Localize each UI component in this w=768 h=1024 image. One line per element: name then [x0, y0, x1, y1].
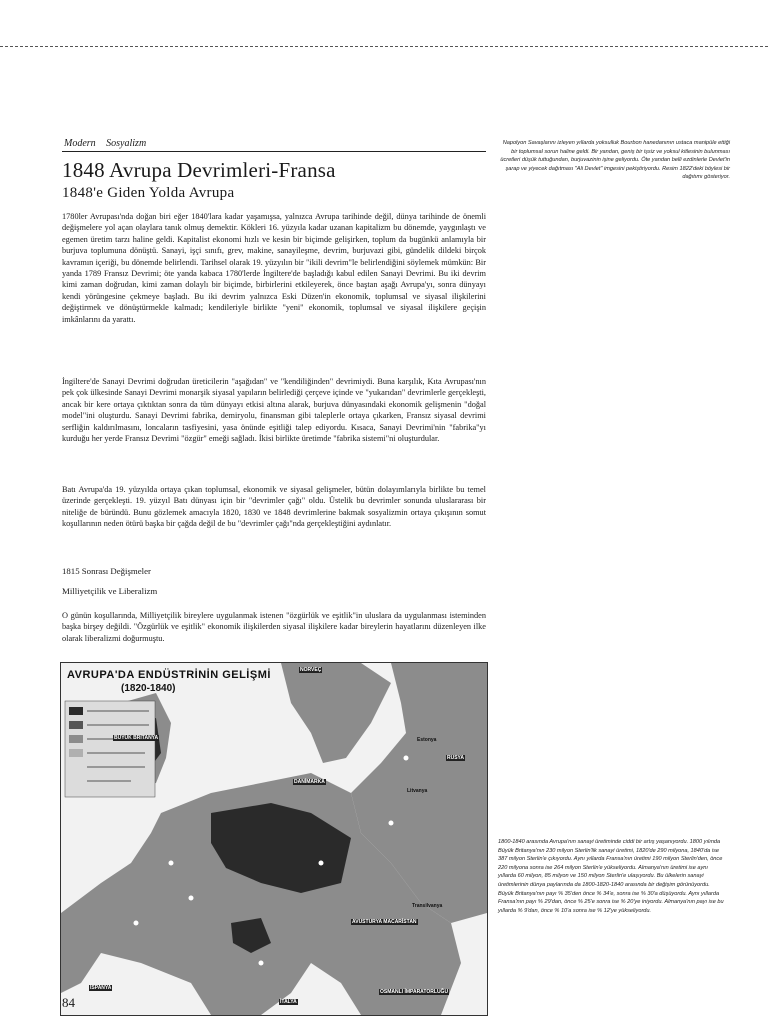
industry-symbol: [259, 961, 264, 966]
industry-symbol: [169, 861, 174, 866]
side-note-top: Napolyon Savaşlarını izleyen yıllarda yoksulluk Bourbon hanedanının ustaca manipüle ettiği bir toplumsal sorun haline geldi. Bir yandan, geniş bir işsiz ve yoksul kitlesinin bulunması ücretleri düşük tuttuğundan, burjuvazinin işine geliyordu. Öte yandan belli ezdinlerle Devlet'in şarap ve yiyecek dağıtması "Ali Devlet" imgesini pekiştiriyordu. Resim 1822'deki böylesi bir dağıtımı gösteriyor.: [500, 140, 730, 181]
map-years: (1820-1840): [121, 683, 176, 694]
map-label-russia: RUSYA: [447, 755, 465, 761]
map-label-ottoman: OSMANLI İMPARATORLUĞU: [380, 989, 449, 995]
industry-symbol: [189, 896, 194, 901]
sub-heading: Milliyetçilik ve Liberalizm: [62, 586, 158, 596]
legend-swatch-3: [69, 735, 83, 743]
section-heading: 1815 Sonrası Değişmeler: [62, 566, 151, 576]
legend-swatch-2: [69, 721, 83, 729]
page-title: 1848 Avrupa Devrimleri-Fransa: [62, 158, 336, 182]
legend-swatch-4: [69, 749, 83, 757]
paragraph-1: 1780ler Avrupası'nda doğan biri eğer 1840'lara kadar yaşamışsa, yalnızca Avrupa tarihinde değil, dünya tarihinde de önemli değişmelere yol açan olaylara tanık olmuş demektir. Kökleri 16. yüzyıla kadar uzanan kapitalizm bu dönemde, yaygınlaştı ve egemen üretim tarzı haline geldi. Kapitalist ekonomi hızlı ve kesin bir biçimde gelişirken, toplum da bugünkü anlamıyla bir burjuva toplumuna dönüştü. Sanayi, işçi sınıfı, grev, makine, sanayileşme, devrim, burjuvazi gibi, gündelik dildeki birçok kavramın içeriği, bu dönemde belirlendi. Tarihsel olarak 19. yüzyılın bir "ikili devrim"le belirlendiğini söylemek mümkün: Bir yanda 1789 Fransız Devrimi; öte yanda kabaca 1780'lerde İngiltere'de başladığı kabul edilen Sanayi Devrimi. Bu iki devrim kimi zaman doğrudan, kimi zaman dolaylı bir biçimde, birbirlerini etkileyerek, önce baştan aşağı Avrupa'yı, sonra dünyayı kendi yörüngesine çekmeye başladı. Bu iki devrim yalnızca Eski Düzen'in ekonomik, toplumsal ve siyasal ilişkilerini değiştirmek ve dönüştürmekle kalmadı; kendileriyle birlikte "yeni" ekonomik, toplumsal ve siyasal ilişkilere geçişin imkânlarını da yarattı.: [62, 212, 486, 324]
map-label-spain: İSPANYA: [90, 985, 112, 991]
side-note-bottom: 1800-1840 arasında Avrupa'nın sanayi üretiminde ciddi bir artış yaşanıyordu. 1800 yılında Büyük Britanya'nın 230 milyon Sterlin'lik sanayi üretimi, 1820'de 290 milyona, 1840'da ise 387 milyon Sterlin'e çıkıyordu. Aynı yıllarda Fransa'nın üretimi 190 milyon Sterlin'den, önce 220 milyona sonra ise 264 milyon Sterlin'e yükseliyordu. Almanya'nın üretimi ise aynı yıllarda 60 milyon, 85 milyon ve 150 milyon Sterlin'e ulaşıyordu. Bu ülkelerin sanayi üretimlerinin dünya paylarında da 1800-1820-1840 arasında bir değişim görünüyordu. Büyük Britanya'nın payı % 35'den önce % 34'e, sonra ise % 30'a düşüyordu. Aynı yıllarda Fransa'nın payı % 29'dan, önce % 25'e sonra ise % 20'ye iniyordu. Almanya'nın payı ise bu yıllarda % 9'dan, önce % 10'a sonra ise % 12'ye yükseliyordu.: [498, 839, 724, 914]
map-label-estonia: Estonya: [417, 737, 437, 743]
paragraph-4: O günün koşullarında, Milliyetçilik bireylere uygulanmak istenen "özgürlük ve eşitlik"in uluslara da uygulanması isteminden başka birşey değildi. "Özgürlük ve eşitlik" ekonomik ilişkilerden siyasal ilişkilere kadar bireylerin hayatlarını düzenleyen ilke olarak liberalizmi doğurmuştu.: [62, 611, 486, 643]
map-label-denmark: DANİMARKA: [294, 779, 325, 785]
page-number: 84: [62, 995, 75, 1010]
industry-symbol: [389, 821, 394, 826]
map-label-britain: BÜYÜK BRİTANYA: [114, 735, 159, 741]
map-label-transylvania: Transilvanya: [412, 903, 443, 909]
page-subtitle: 1848'e Giden Yolda Avrupa: [62, 185, 235, 201]
map-title: AVRUPA'DA ENDÜSTRİNİN GELİŞMİ: [67, 669, 271, 681]
map-label-italy: İTALYA: [280, 999, 297, 1005]
running-head: Modern Sosyalizm: [64, 138, 147, 149]
industry-symbol: [404, 756, 409, 761]
map-label-austria: AVUSTURYA MACARİSTAN: [352, 919, 417, 925]
top-dashed-rule: [0, 46, 768, 47]
map-drawing: [61, 663, 487, 1015]
industry-map: [60, 662, 488, 1016]
header-rule: [62, 151, 486, 152]
industry-symbol: [319, 861, 324, 866]
paragraph-2: İngiltere'de Sanayi Devrimi doğrudan üreticilerin "aşağıdan" ve "kendiliğinden" devrimiydi. Buna karşılık, Kıta Avrupası'nın pek çok ülkesinde Sanayi Devrimi monarşik siyasal yapıların belirlediği çerçeve içinde ve "yukarıdan" devrimlerle gerçekleşti, ancak bir kere ortaya çıktıktan sonra da tüm dünyayı etkisi altına alarak, burjuva dünyasındaki ekonomik gelişmenin "doğal model"ini oluşturdu. Sanayi Devrimi fabrika, demiryolu, finansman gibi taleplerle ortaya çıkarken, Fransız siyasal devrimi serfliğin kaldırılmasını, loncaların tasfiyesini, yasa önünde eşitliği talep ediyordu. Kısaca, Sanayi Devrimi'nin "fabrika"yı kurduğu her yerde Fransız Devrimi "özgür" emeği sağladı. İkisi birlikte üretimde "fabrika sistemi"ni oluşturdular.: [62, 377, 486, 444]
industry-symbol: [134, 921, 139, 926]
map-label-norway: NORVEÇ: [300, 667, 322, 673]
paragraph-3: Batı Avrupa'da 19. yüzyılda ortaya çıkan toplumsal, ekonomik ve siyasal gelişmeler, bütün dolayımlarıyla birlikte bu temel üzerinde gerçekleşti. 19. yüzyıl Batı dünyası için bir "devrimler çağı" oldu. Üstelik bu devrimler sonunda uluslararası bir niteliğe de büründü. Bunu gözlemek amacıyla 1820, 1830 ve 1848 devrimlerine bakmak sosyalizmin ortaya çıkışının somut koşullarının neden ötürü başka bir çağda değil de bu "devrimler çağı"nda gerçekleştiğini aydınlatır.: [62, 485, 486, 529]
map-label-lithuania: Litvanya: [407, 788, 428, 794]
legend-swatch-1: [69, 707, 83, 715]
